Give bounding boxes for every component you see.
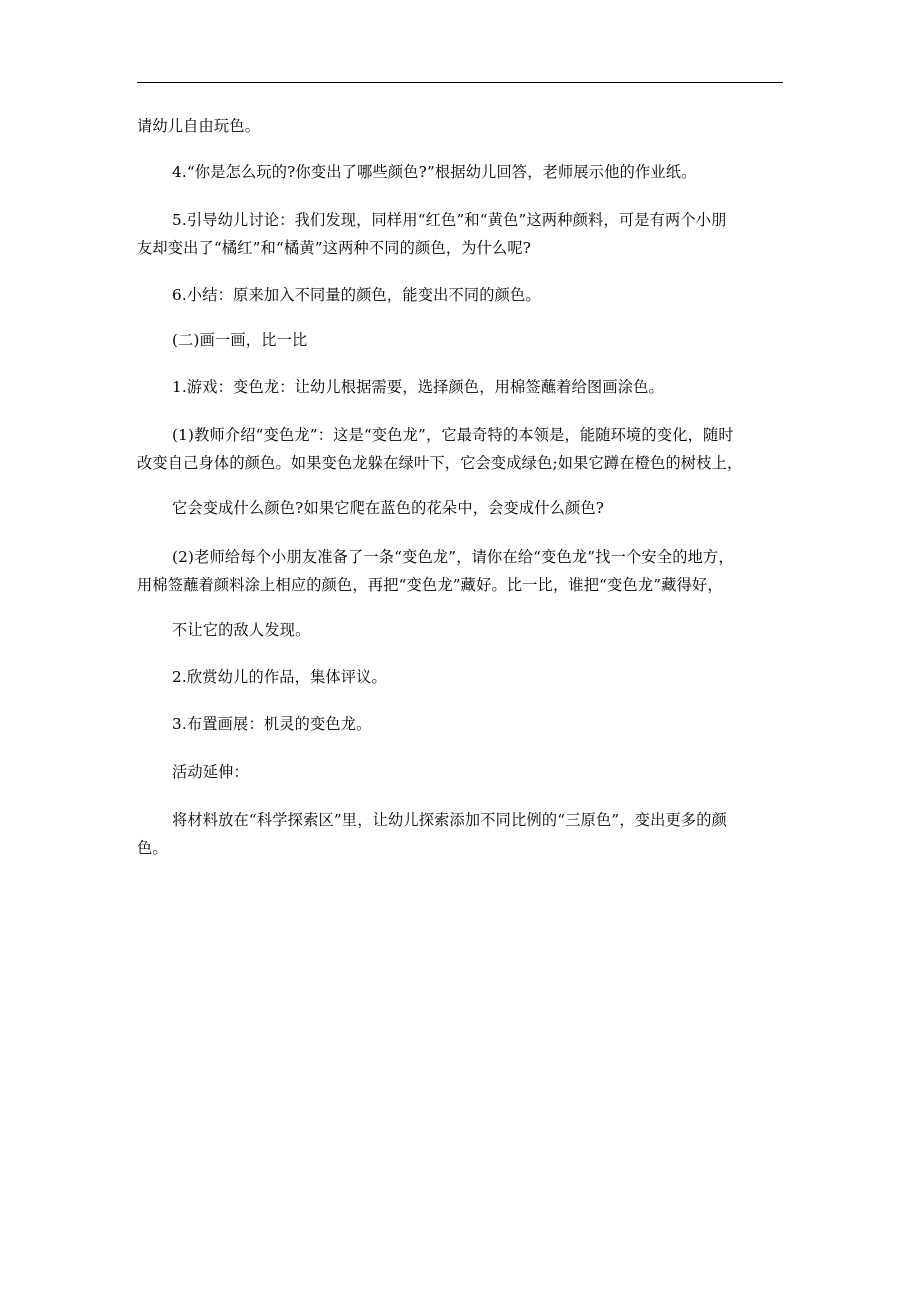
paragraph-chameleon-question [137, 494, 783, 522]
paragraph-line: 3.布置画展：机灵的变色龙。 [172, 715, 372, 733]
paragraph-line: 1.游戏：变色龙：让幼儿根据需要，选择颜色，用棉签蘸着给图画涂色。 [172, 378, 664, 396]
paragraph-line: 友却变出了“橘红”和“橘黄”这两种不同的颜色，为什么呢? [137, 239, 532, 257]
paragraph-line: 改变自己身体的颜色。如果变色龙躲在绿叶下，它会变成绿色;如果它蹲在橙色的树枝上， [137, 454, 743, 472]
paragraph-line: 用棉签蘸着颜料涂上相应的颜色，再把“变色龙”藏好。比一比，谁把“变色龙”藏得好， [137, 576, 723, 594]
paragraph-free-color-play [137, 112, 783, 140]
paragraph-line: 将材料放在“科学探索区”里，让幼儿探索添加不同比例的“三原色”，变出更多的颜 [172, 811, 728, 829]
paragraph-line: 色。 [137, 839, 168, 857]
paragraph-appreciate-works [137, 663, 783, 691]
paragraph-exhibition [137, 710, 783, 738]
paragraph-hide-from-enemy [137, 616, 783, 644]
paragraph-line: 请幼儿自由玩色。 [137, 117, 261, 135]
paragraph-step-5 [137, 206, 783, 262]
paragraph-line: 4.“你是怎么玩的?你变出了哪些颜色?”根据幼儿回答，老师展示他的作业纸。 [172, 163, 697, 181]
paragraph-line: 不让它的敌人发现。 [172, 621, 311, 639]
section-heading-draw-compare [137, 326, 783, 354]
paragraph-line: 它会变成什么颜色?如果它爬在蓝色的花朵中，会变成什么颜色? [172, 499, 605, 517]
paragraph-line: (2)老师给每个小朋友准备了一条“变色龙”，请你在给“变色龙”找一个安全的地方， [172, 548, 734, 566]
paragraph-line: 2.欣赏幼儿的作品，集体评议。 [172, 668, 387, 686]
paragraph-step-6 [137, 281, 783, 309]
paragraph-line: 5.引导幼儿讨论：我们发现，同样用“红色”和“黄色”这两种颜料，可是有两个小朋 [172, 211, 727, 229]
paragraph-line: (1)教师介绍“变色龙”：这是“变色龙”，它最奇特的本领是，能随环境的变化，随时 [172, 426, 734, 444]
paragraph-teacher-prepare [137, 543, 783, 599]
paragraph-line: (二)画一画，比一比 [172, 331, 308, 349]
paragraph-step-4 [137, 158, 783, 186]
section-heading-extension [137, 758, 783, 786]
paragraph-teacher-intro [137, 421, 783, 477]
paragraph-science-area [137, 806, 783, 862]
paragraph-line: 6.小结：原来加入不同量的颜色，能变出不同的颜色。 [172, 286, 541, 304]
header-rule [137, 82, 783, 83]
paragraph-line: 活动延伸： [172, 763, 249, 781]
paragraph-game-chameleon [137, 373, 783, 401]
